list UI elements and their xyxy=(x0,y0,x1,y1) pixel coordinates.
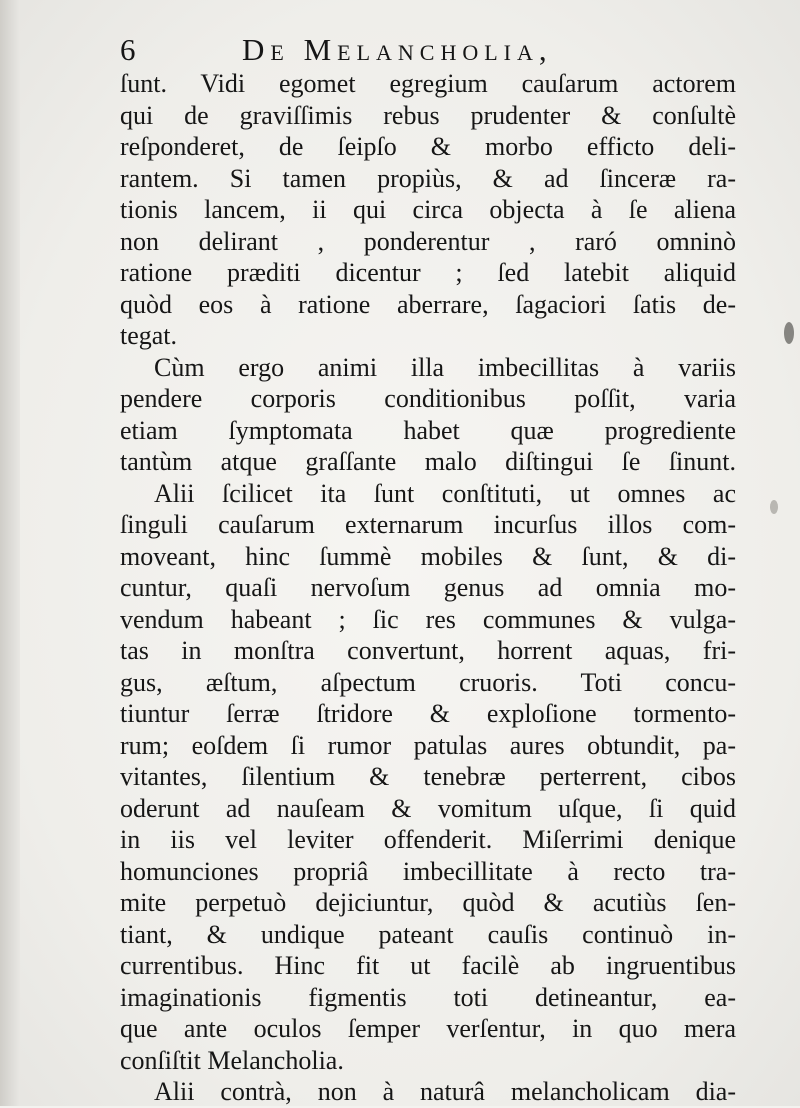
text-line: rantem. Si tamen propiùs, & ad ſinceræ ra- xyxy=(120,163,736,193)
text-line: tionis lancem, ii qui circa objecta à ſe aliena xyxy=(120,195,736,224)
text-line: tantùm atque graſſante malo diſtingui ſe ſinunt. xyxy=(120,447,736,476)
text-line: etiam ſymptomata habet quæ progrediente xyxy=(120,415,736,445)
text-line: oderunt ad nauſeam & vomitum uſque, ſi quid xyxy=(120,793,736,823)
text-line: ſinguli cauſarum externarum incurſus illos com- xyxy=(120,510,736,539)
gutter-shadow xyxy=(0,0,20,1106)
text-line: tas in monſtra convertunt, horrent aquas, fri- xyxy=(120,636,736,665)
ink-blot xyxy=(784,322,794,344)
text-line: tegat. xyxy=(120,321,178,350)
text-line: qui de graviſſimis rebus prudenter & conſultè xyxy=(120,100,736,130)
text-line: mite perpetuò dejiciuntur, quòd & acutiùs ſen- xyxy=(120,888,736,917)
paper-speck xyxy=(770,500,778,514)
text-line: non delirant , ponderentur , raró omninò xyxy=(120,226,736,256)
text-line: que ante oculos ſemper verſentur, in quo mera xyxy=(120,1014,736,1043)
text-line: vendum habeant ; ſic res communes & vulga- xyxy=(120,604,736,634)
page-number: 6 xyxy=(120,32,136,67)
text-line: ratione præditi dicentur ; ſed latebit aliquid xyxy=(120,258,736,287)
text-line: vitantes, ſilentium & tenebræ perterrent, cibos xyxy=(120,762,736,791)
text-line: imaginationis figmentis toti detineantur, ea- xyxy=(120,982,736,1012)
text-line: cuntur, quaſi nervoſum genus ad omnia mo- xyxy=(120,573,736,602)
text-line: Alii contrà, non à naturâ melancholicam dia- xyxy=(154,1077,736,1106)
text-line: tiuntur ſerræ ſtridore & exploſione tormento- xyxy=(120,699,736,728)
text-line: reſponderet, de ſeipſo & morbo efficto deli- xyxy=(120,132,736,161)
text-line: ſunt. Vidi egomet egregium cauſarum actorem xyxy=(120,69,736,98)
text-line: conſiſtit Melancholia. xyxy=(120,1045,344,1075)
text-line: rum; eoſdem ſi rumor patulas aures obtundit, pa- xyxy=(120,730,736,760)
text-line: quòd eos à ratione aberrare, ſagaciori ſatis de- xyxy=(120,289,736,319)
body-text xyxy=(120,68,736,1108)
running-title: De Melancholia, xyxy=(242,32,553,67)
text-line: Alii ſcilicet ita ſunt conſtituti, ut omnes ac xyxy=(154,478,736,508)
text-line: gus, æſtum, aſpectum cruoris. Toti concu- xyxy=(120,667,736,697)
text-line: in iis vel leviter offenderit. Miſerrimi denique xyxy=(120,825,736,854)
text-line: homunciones propriâ imbecillitate à recto tra- xyxy=(120,856,736,886)
text-line: tiant, & undique pateant cauſis continuò in- xyxy=(120,919,736,949)
text-line: moveant, hinc ſummè mobiles & ſunt, & di- xyxy=(120,541,736,571)
text-line: pendere corporis conditionibus poſſit, varia xyxy=(120,384,736,413)
text-line: currentibus. Hinc fit ut facilè ab ingruentibus xyxy=(120,951,736,980)
text-line: Cùm ergo animi illa imbecillitas à variis xyxy=(154,352,736,382)
